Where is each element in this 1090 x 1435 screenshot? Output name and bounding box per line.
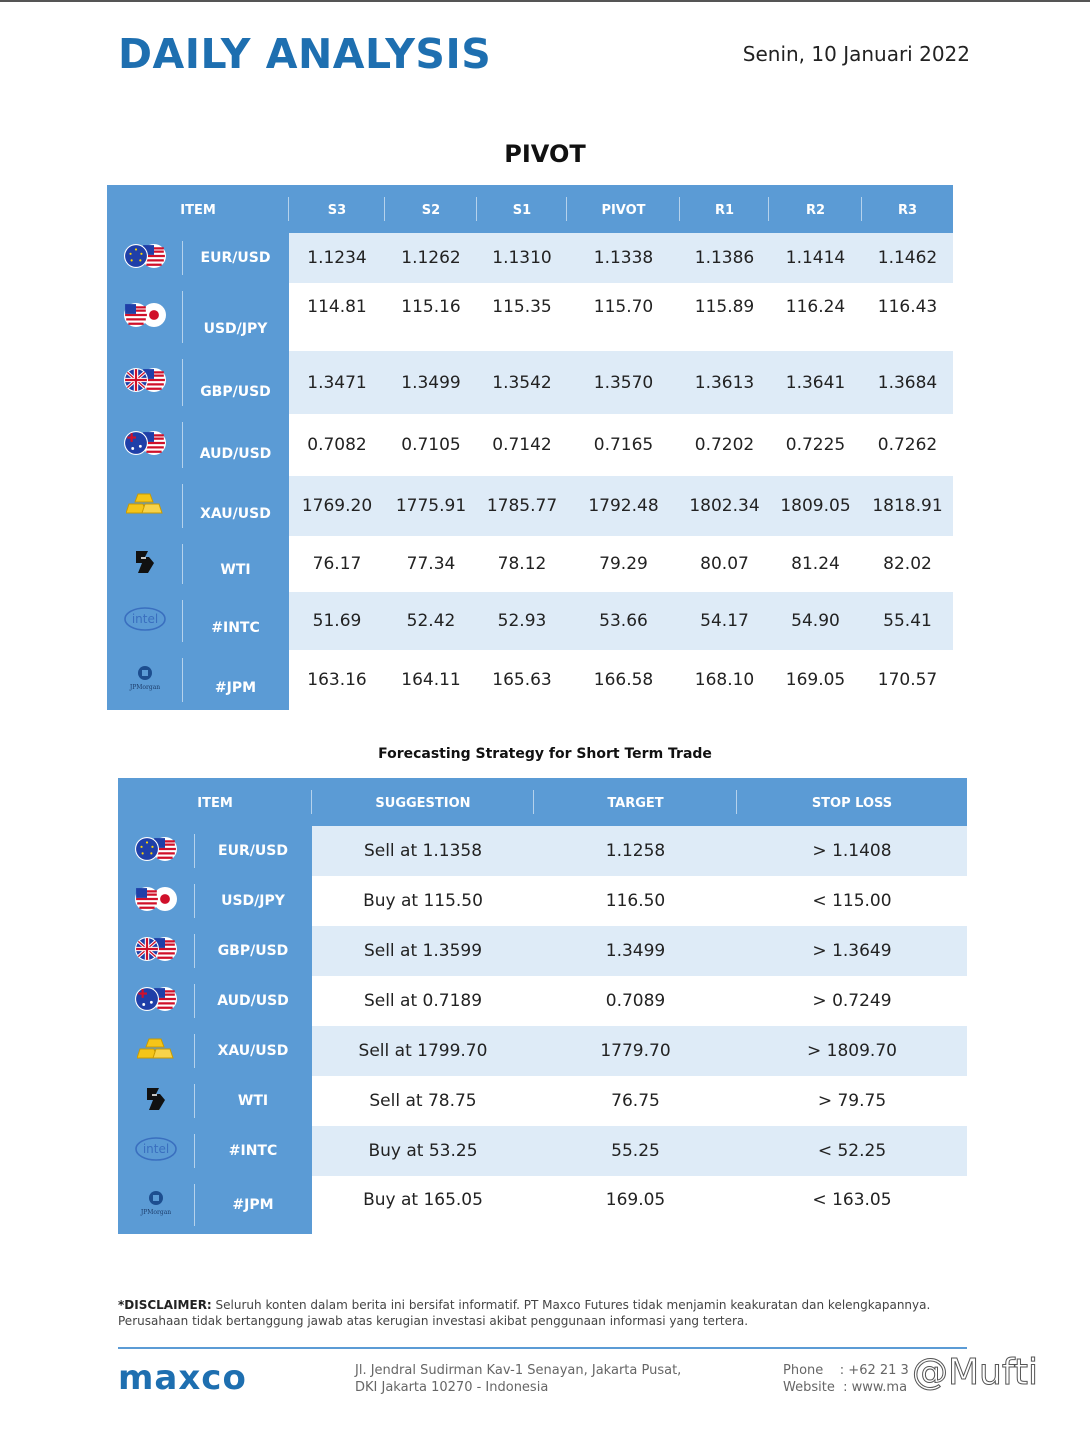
forecast-suggestion: Buy at 165.05 bbox=[312, 1176, 534, 1234]
pivot-row-jpm bbox=[107, 650, 953, 710]
pivot-col-s3: S3 bbox=[289, 185, 385, 233]
pivot-row-intc bbox=[107, 592, 953, 650]
pivot-item-label: XAU/USD bbox=[182, 476, 289, 536]
pivot-header-row bbox=[107, 185, 953, 233]
svg-text:intel: intel bbox=[142, 1141, 170, 1156]
watermark-text: @Mufti bbox=[912, 1352, 1039, 1393]
forecast-row-aud-usd bbox=[118, 976, 967, 1026]
pivot-item-label: WTI bbox=[182, 536, 289, 592]
forecast-stop-loss: > 1.1408 bbox=[737, 826, 967, 876]
pivot-value-r2: 1.1414 bbox=[769, 233, 862, 283]
pivot-row-aud-usd bbox=[107, 414, 953, 476]
pivot-row-eur-usd bbox=[107, 233, 953, 283]
pivot-col-r3: R3 bbox=[862, 185, 953, 233]
pivot-value-r3: 82.02 bbox=[862, 536, 953, 592]
pivot-value-s3: 1.1234 bbox=[289, 233, 385, 283]
pivot-value-s2: 1.1262 bbox=[385, 233, 477, 283]
pivot-value-s1: 1.1310 bbox=[477, 233, 567, 283]
au-us-flags-icon bbox=[118, 976, 194, 1026]
pivot-value-pivot: 1.3570 bbox=[567, 351, 680, 414]
pivot-value-r3: 116.43 bbox=[862, 283, 953, 351]
pivot-row-xau-usd bbox=[107, 476, 953, 536]
pivot-value-r1: 0.7202 bbox=[680, 414, 769, 476]
pivot-col-r2: R2 bbox=[769, 185, 862, 233]
forecast-item-label: AUD/USD bbox=[194, 976, 312, 1026]
forecast-target: 1779.70 bbox=[534, 1026, 737, 1076]
forecast-stop-loss: > 0.7249 bbox=[737, 976, 967, 1026]
svg-text:JPMorgan: JPMorgan bbox=[140, 1208, 172, 1216]
forecast-target: 116.50 bbox=[534, 876, 737, 926]
us-jp-flags-icon bbox=[107, 283, 182, 351]
pivot-col-pivot: PIVOT bbox=[567, 185, 680, 233]
top-border bbox=[0, 0, 1090, 2]
pivot-value-s1: 165.63 bbox=[477, 650, 567, 710]
disclaimer-label: *DISCLAIMER: bbox=[118, 1298, 212, 1312]
pivot-value-s3: 1.3471 bbox=[289, 351, 385, 414]
pivot-value-s1: 115.35 bbox=[477, 283, 567, 351]
pivot-item-label: AUD/USD bbox=[182, 414, 289, 476]
pivot-item-label: EUR/USD bbox=[182, 233, 289, 283]
pivot-value-r1: 80.07 bbox=[680, 536, 769, 592]
report-date: Senin, 10 Januari 2022 bbox=[742, 42, 970, 66]
page-title: DAILY ANALYSIS bbox=[118, 30, 492, 78]
pivot-value-s1: 78.12 bbox=[477, 536, 567, 592]
forecast-suggestion: Sell at 78.75 bbox=[312, 1076, 534, 1126]
forecast-col-stop-loss: STOP LOSS bbox=[737, 778, 967, 826]
pivot-item-label: #JPM bbox=[182, 650, 289, 710]
pivot-value-r2: 116.24 bbox=[769, 283, 862, 351]
pivot-value-r2: 81.24 bbox=[769, 536, 862, 592]
forecast-row-intc bbox=[118, 1126, 967, 1176]
forecast-row-xau-usd bbox=[118, 1026, 967, 1076]
forecast-target: 55.25 bbox=[534, 1126, 737, 1176]
oil-barrel-icon bbox=[107, 536, 182, 592]
company-address bbox=[355, 1362, 681, 1396]
pivot-value-r3: 1.1462 bbox=[862, 233, 953, 283]
forecast-table bbox=[118, 778, 967, 1234]
pivot-value-s1: 1785.77 bbox=[477, 476, 567, 536]
forecast-suggestion: Sell at 1799.70 bbox=[312, 1026, 534, 1076]
pivot-row-usd-jpy bbox=[107, 283, 953, 351]
eu-us-flags-icon bbox=[107, 233, 182, 283]
forecast-col-target: TARGET bbox=[534, 778, 737, 826]
pivot-value-s3: 76.17 bbox=[289, 536, 385, 592]
forecast-item-label: #INTC bbox=[194, 1126, 312, 1176]
forecast-suggestion: Sell at 1.3599 bbox=[312, 926, 534, 976]
us-jp-flags-icon bbox=[118, 876, 194, 926]
forecast-target: 76.75 bbox=[534, 1076, 737, 1126]
pivot-item-label: GBP/USD bbox=[182, 351, 289, 414]
pivot-col-s2: S2 bbox=[385, 185, 477, 233]
pivot-value-r2: 169.05 bbox=[769, 650, 862, 710]
address-line-2: DKI Jakarta 10270 - Indonesia bbox=[355, 1380, 549, 1395]
jpmorgan-logo-icon bbox=[118, 1176, 194, 1234]
forecast-stop-loss: > 79.75 bbox=[737, 1076, 967, 1126]
pivot-value-s2: 164.11 bbox=[385, 650, 477, 710]
pivot-item-label: #INTC bbox=[182, 592, 289, 650]
forecast-target: 169.05 bbox=[534, 1176, 737, 1234]
pivot-value-r1: 1.1386 bbox=[680, 233, 769, 283]
uk-us-flags-icon bbox=[118, 926, 194, 976]
pivot-value-pivot: 115.70 bbox=[567, 283, 680, 351]
pivot-value-s2: 77.34 bbox=[385, 536, 477, 592]
pivot-value-r3: 55.41 bbox=[862, 592, 953, 650]
pivot-value-s2: 1775.91 bbox=[385, 476, 477, 536]
pivot-value-s1: 52.93 bbox=[477, 592, 567, 650]
forecast-col-suggestion: SUGGESTION bbox=[312, 778, 534, 826]
pivot-value-r1: 168.10 bbox=[680, 650, 769, 710]
pivot-value-pivot: 53.66 bbox=[567, 592, 680, 650]
disclaimer bbox=[118, 1297, 978, 1329]
pivot-value-s1: 1.3542 bbox=[477, 351, 567, 414]
pivot-value-pivot: 166.58 bbox=[567, 650, 680, 710]
contact-website: Website : www.ma bbox=[783, 1380, 908, 1395]
forecast-row-usd-jpy bbox=[118, 876, 967, 926]
forecast-section-title: Forecasting Strategy for Short Term Trade bbox=[378, 746, 712, 762]
gold-bars-icon bbox=[107, 476, 182, 536]
forecast-stop-loss: < 163.05 bbox=[737, 1176, 967, 1234]
forecast-row-wti bbox=[118, 1076, 967, 1126]
pivot-value-pivot: 0.7165 bbox=[567, 414, 680, 476]
pivot-value-s3: 1769.20 bbox=[289, 476, 385, 536]
pivot-value-r3: 0.7262 bbox=[862, 414, 953, 476]
forecast-item-label: GBP/USD bbox=[194, 926, 312, 976]
forecast-header-row bbox=[118, 778, 967, 826]
forecast-row-jpm bbox=[118, 1176, 967, 1234]
pivot-value-r3: 1818.91 bbox=[862, 476, 953, 536]
intel-logo-icon bbox=[118, 1126, 194, 1176]
forecast-target: 1.1258 bbox=[534, 826, 737, 876]
oil-barrel-icon bbox=[118, 1076, 194, 1126]
pivot-value-r1: 54.17 bbox=[680, 592, 769, 650]
pivot-value-r2: 1809.05 bbox=[769, 476, 862, 536]
forecast-suggestion: Sell at 1.1358 bbox=[312, 826, 534, 876]
pivot-value-pivot: 1792.48 bbox=[567, 476, 680, 536]
forecast-suggestion: Buy at 115.50 bbox=[312, 876, 534, 926]
forecast-stop-loss: > 1809.70 bbox=[737, 1026, 967, 1076]
pivot-value-s2: 115.16 bbox=[385, 283, 477, 351]
forecast-stop-loss: < 52.25 bbox=[737, 1126, 967, 1176]
pivot-value-r1: 1.3613 bbox=[680, 351, 769, 414]
pivot-value-s3: 51.69 bbox=[289, 592, 385, 650]
pivot-row-gbp-usd bbox=[107, 351, 953, 414]
forecast-row-eur-usd bbox=[118, 826, 967, 876]
pivot-value-s3: 163.16 bbox=[289, 650, 385, 710]
footer-divider bbox=[118, 1347, 967, 1349]
maxco-logo: maxco bbox=[118, 1358, 247, 1398]
pivot-section-title: PIVOT bbox=[504, 140, 586, 168]
pivot-item-label: USD/JPY bbox=[182, 283, 289, 351]
forecast-target: 0.7089 bbox=[534, 976, 737, 1026]
pivot-col-r1: R1 bbox=[680, 185, 769, 233]
pivot-value-s3: 0.7082 bbox=[289, 414, 385, 476]
pivot-value-r2: 0.7225 bbox=[769, 414, 862, 476]
forecast-target: 1.3499 bbox=[534, 926, 737, 976]
svg-text:intel: intel bbox=[131, 611, 158, 626]
au-us-flags-icon bbox=[107, 414, 182, 476]
eu-us-flags-icon bbox=[118, 826, 194, 876]
jpmorgan-logo-icon bbox=[107, 650, 182, 710]
forecast-item-label: WTI bbox=[194, 1076, 312, 1126]
pivot-value-r3: 1.3684 bbox=[862, 351, 953, 414]
gold-bars-icon bbox=[118, 1026, 194, 1076]
forecast-suggestion: Buy at 53.25 bbox=[312, 1126, 534, 1176]
pivot-value-s2: 52.42 bbox=[385, 592, 477, 650]
pivot-value-r2: 54.90 bbox=[769, 592, 862, 650]
pivot-value-pivot: 1.1338 bbox=[567, 233, 680, 283]
pivot-value-s3: 114.81 bbox=[289, 283, 385, 351]
intel-logo-icon bbox=[107, 592, 182, 650]
forecast-row-gbp-usd bbox=[118, 926, 967, 976]
disclaimer-text: Seluruh konten dalam berita ini bersifat informatif. PT Maxco Futures tidak menjamin keakuratan dan kelengkapannya. Perusahaan tidak bertanggung jawab atas kerugian investasi akibat penggunaan informasi yang tertera. bbox=[118, 1298, 931, 1328]
pivot-value-pivot: 79.29 bbox=[567, 536, 680, 592]
forecast-item-label: EUR/USD bbox=[194, 826, 312, 876]
forecast-item-label: XAU/USD bbox=[194, 1026, 312, 1076]
pivot-col-s1: S1 bbox=[477, 185, 567, 233]
pivot-value-s2: 1.3499 bbox=[385, 351, 477, 414]
pivot-value-r3: 170.57 bbox=[862, 650, 953, 710]
address-line-1: Jl. Jendral Sudirman Kav-1 Senayan, Jakarta Pusat, bbox=[355, 1363, 682, 1378]
pivot-value-r2: 1.3641 bbox=[769, 351, 862, 414]
svg-text:JPMorgan: JPMorgan bbox=[129, 683, 160, 691]
pivot-table bbox=[107, 185, 953, 710]
uk-us-flags-icon bbox=[107, 351, 182, 414]
pivot-value-s2: 0.7105 bbox=[385, 414, 477, 476]
pivot-value-s1: 0.7142 bbox=[477, 414, 567, 476]
company-contact bbox=[783, 1362, 909, 1396]
contact-phone: Phone : +62 21 3 bbox=[783, 1363, 909, 1378]
forecast-col-item: ITEM bbox=[118, 778, 312, 826]
forecast-stop-loss: > 1.3649 bbox=[737, 926, 967, 976]
pivot-value-r1: 115.89 bbox=[680, 283, 769, 351]
pivot-value-r1: 1802.34 bbox=[680, 476, 769, 536]
pivot-col-item: ITEM bbox=[107, 185, 289, 233]
forecast-stop-loss: < 115.00 bbox=[737, 876, 967, 926]
pivot-row-wti bbox=[107, 536, 953, 592]
forecast-suggestion: Sell at 0.7189 bbox=[312, 976, 534, 1026]
forecast-item-label: USD/JPY bbox=[194, 876, 312, 926]
forecast-item-label: #JPM bbox=[194, 1176, 312, 1234]
